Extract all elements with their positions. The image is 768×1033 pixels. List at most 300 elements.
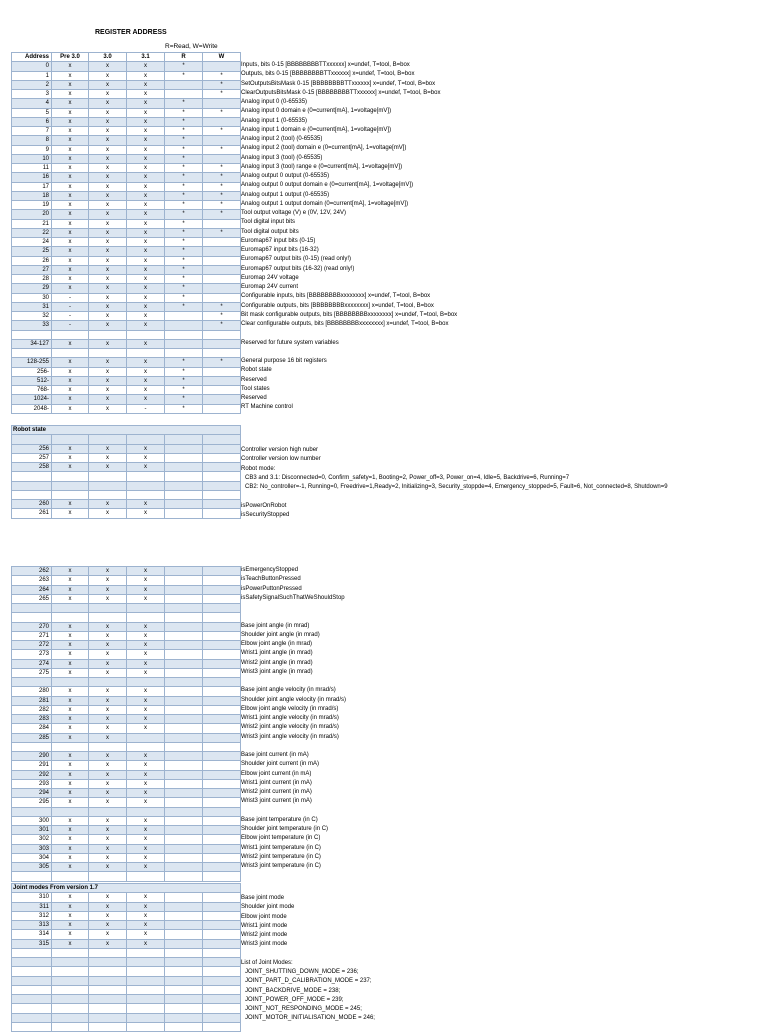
address-cell: 303 [12,844,52,853]
address-cell: 256 [12,444,52,453]
table-cell: x [127,594,165,603]
table-cell: x [52,826,89,835]
table-cell: x [89,164,127,173]
table-row [12,127,241,136]
table-cell: x [127,62,165,71]
table-cell: * [165,238,203,247]
table-cell [165,779,203,788]
table-row [12,902,241,911]
table-cell [203,835,241,844]
address-cell: 272 [12,641,52,650]
address-cell: 26 [12,256,52,265]
table-cell [203,985,241,994]
table-row [12,108,241,117]
address-cell: 25 [12,247,52,256]
table-cell: x [127,376,165,385]
table-cell: * [165,108,203,117]
table-cell [165,770,203,779]
table-cell [165,1013,203,1022]
table-cell: x [52,228,89,237]
table-cell [203,117,241,126]
table-cell [89,481,127,490]
table-row [12,705,241,714]
table-cell [127,976,165,985]
description-line [241,742,761,751]
description-line: Euromap67 input bits (16-32) [241,247,319,253]
address-cell: 32 [12,312,52,321]
table-cell [89,330,127,339]
table-cell [89,613,127,622]
table-cell: * [165,164,203,173]
table-cell [203,724,241,733]
table-cell: x [127,275,165,284]
table-cell: x [89,687,127,696]
table-cell: x [127,789,165,798]
table-cell: x [52,339,89,348]
table-cell: x [89,715,127,724]
table-cell: x [127,939,165,948]
table-cell [203,715,241,724]
table-cell: x [89,302,127,311]
table-cell: x [127,358,165,367]
table-cell [127,948,165,957]
address-cell [12,330,52,339]
description-line: Base joint mode [241,895,285,901]
table-row [12,863,241,872]
table-cell [127,872,165,881]
table-cell: x [127,816,165,825]
table-cell [165,816,203,825]
description-line: Wrist3 joint angle velocity (in mrad/s) [241,733,339,740]
table-cell [203,594,241,603]
table-cell [203,275,241,284]
address-cell: 29 [12,284,52,293]
table-cell [52,985,89,994]
description-line: Controller version high nuber [241,447,319,453]
table-cell [203,948,241,957]
table-cell [89,678,127,687]
table-cell [203,367,241,376]
table-cell: x [52,127,89,136]
description-line: Wrist2 joint angle (in mrad) [241,659,313,666]
table-cell: * [165,219,203,228]
table-row [12,349,241,358]
description-line: Analog input 1 domain e (0=current[mA], 1=voltage[mV]) [241,126,392,133]
address-cell: 282 [12,705,52,714]
table-cell [165,921,203,930]
table-cell: * [203,302,241,311]
table-cell: x [127,284,165,293]
table-row [12,472,241,481]
table-cell [127,742,165,751]
table-cell: x [127,117,165,126]
table-row [12,164,241,173]
table-row [12,256,241,265]
table-cell [165,576,203,585]
table-cell: x [89,99,127,108]
register-table-joint-modes [11,883,241,1032]
table-cell: x [89,733,127,742]
description-line: Euromap 24V current [241,284,299,290]
description-line: Base joint angle (in mrad) [241,622,310,629]
table-cell: * [165,191,203,200]
table-cell: x [127,650,165,659]
table-row [12,1013,241,1022]
table-cell: x [89,62,127,71]
table-cell: x [89,650,127,659]
table-cell: x [127,705,165,714]
table-cell: x [52,145,89,154]
table-cell [203,853,241,862]
address-cell: 24 [12,238,52,247]
table-cell [203,622,241,631]
table-cell: x [89,668,127,677]
table-cell [52,995,89,1004]
table-cell [165,863,203,872]
table-row [12,967,241,976]
address-cell: 256- [12,367,52,376]
table-cell: * [165,210,203,219]
table-row [12,210,241,219]
address-cell [12,613,52,622]
table-cell [203,976,241,985]
table-cell [203,453,241,462]
description-line: Elbow joint current (in mA) [241,770,312,777]
table-cell [165,844,203,853]
table-cell: x [89,284,127,293]
table-row [12,444,241,453]
table-cell: x [52,733,89,742]
table-cell: x [52,779,89,788]
table-cell: x [89,509,127,518]
table-cell: x [89,210,127,219]
table-cell [203,490,241,499]
address-cell [12,472,52,481]
table-cell [203,844,241,853]
table-cell: x [52,835,89,844]
table-cell: x [89,256,127,265]
description-line: Elbow joint mode [241,913,287,920]
table-cell: * [165,127,203,136]
table-cell: x [89,659,127,668]
table-cell: x [127,312,165,321]
table-cell [165,911,203,920]
table-cell [203,789,241,798]
table-cell: x [127,779,165,788]
table-row [12,696,241,705]
description-line: Wrist1 joint mode [241,922,288,929]
description-line: Reserved [241,395,267,401]
description-line: Euromap 24V voltage [241,274,299,281]
table-cell [165,826,203,835]
table-row [12,995,241,1004]
table-cell: x [89,127,127,136]
table-cell [165,976,203,985]
description-line [241,603,761,612]
address-cell [12,1013,52,1022]
table-cell: x [127,80,165,89]
table-cell: x [52,284,89,293]
address-cell [12,490,52,499]
table-cell [203,613,241,622]
table-cell [165,761,203,770]
table-cell [165,594,203,603]
table-cell: x [127,453,165,462]
address-cell: 273 [12,650,52,659]
register-descriptions-robot-state [241,446,761,520]
table-row [12,985,241,994]
table-cell [203,293,241,302]
table-cell [203,641,241,650]
table-cell: x [127,893,165,902]
description-line [241,950,761,959]
table-row [12,404,241,413]
table-cell: x [89,576,127,585]
address-cell: 258 [12,463,52,472]
address-cell: 275 [12,668,52,677]
table-cell [127,330,165,339]
table-cell [203,247,241,256]
table-cell [165,985,203,994]
table-cell: x [127,219,165,228]
description-line: Outputs, bits 0-15 [BBBBBBBBTTxxxxxx] x=undef, T=tool, B=box [241,71,415,78]
table-cell: * [203,80,241,89]
table-cell [127,435,165,444]
table-cell [203,472,241,481]
table-cell: x [89,136,127,145]
table-cell: x [52,911,89,920]
table-cell: * [203,90,241,99]
table-cell: x [127,293,165,302]
table-cell: x [127,911,165,920]
table-cell: * [203,71,241,80]
address-cell: 293 [12,779,52,788]
address-cell: 2048- [12,404,52,413]
table-cell [203,238,241,247]
description-line: Wrist1 joint angle velocity (in mrad/s) [241,715,339,721]
table-cell [127,604,165,613]
table-row [12,136,241,145]
table-cell: x [89,238,127,247]
address-cell: 1 [12,71,52,80]
table-cell [165,835,203,844]
table-cell: x [52,798,89,807]
description-line: Wrist2 joint mode [241,932,288,938]
table-cell: x [89,939,127,948]
table-cell: x [52,893,89,902]
table-cell: x [89,567,127,576]
table-cell: x [89,358,127,367]
table-cell [203,668,241,677]
table-cell [52,1013,89,1022]
table-cell [203,893,241,902]
table-cell: x [52,108,89,117]
description-line: Base joint angle velocity (in mrad/s) [241,687,336,694]
table-row [12,312,241,321]
table-cell: x [52,696,89,705]
address-cell: 27 [12,265,52,274]
table-cell: x [89,247,127,256]
description-line: Robot mode: [241,465,276,472]
table-cell: * [203,173,241,182]
table-cell: x [127,182,165,191]
description-line: Wrist3 joint angle (in mrad) [241,668,313,675]
description-line: Shoulder joint angle (in mrad) [241,631,320,638]
address-cell: 291 [12,761,52,770]
description-line: JOINT_NOT_RESPONDING_MODE = 245; [245,1006,362,1012]
table-cell [203,376,241,385]
table-row [12,976,241,985]
table-cell: * [165,275,203,284]
table-cell [203,567,241,576]
table-cell: * [203,321,241,330]
table-cell [89,1013,127,1022]
description-line: JOINT_PART_D_CALIBRATION_MODE = 237; [245,978,372,985]
address-cell [12,349,52,358]
table-cell [165,742,203,751]
table-cell [89,1004,127,1013]
table-cell: - [52,312,89,321]
address-cell: 5 [12,108,52,117]
table-cell [203,395,241,404]
register-table-main [11,52,241,414]
table-cell [165,604,203,613]
table-cell [89,742,127,751]
table-cell: * [165,173,203,182]
table-cell: x [127,631,165,640]
table-cell [52,330,89,339]
table-cell [52,967,89,976]
table-cell: x [127,500,165,509]
address-cell: 7 [12,127,52,136]
table-cell: x [127,715,165,724]
address-cell: 512- [12,376,52,385]
table-row [12,687,241,696]
table-cell: x [52,668,89,677]
address-cell: 264 [12,585,52,594]
table-cell [52,948,89,957]
address-cell: 304 [12,853,52,862]
table-cell [165,631,203,640]
table-row [12,145,241,154]
table-cell: x [89,631,127,640]
table-cell: x [89,265,127,274]
description-line: JOINT_MOTOR_INITIALISATION_MODE = 246; [245,1015,375,1022]
table-cell: x [89,312,127,321]
address-cell [12,995,52,1004]
table-cell: x [89,90,127,99]
table-cell: x [127,71,165,80]
table-cell: x [52,404,89,413]
table-cell [89,967,127,976]
address-cell: 270 [12,622,52,631]
description-line [241,612,761,621]
table-cell [203,585,241,594]
table-cell: * [165,71,203,80]
address-cell: 265 [12,594,52,603]
table-cell [203,930,241,939]
table-row [12,948,241,957]
table-row [12,201,241,210]
description-line: Analog output 0 output (0-65535) [241,173,330,179]
table-cell [203,1004,241,1013]
description-line: Configurable inputs, bits [BBBBBBBBxxxxxxxx] x=undef, T=tool, B=box [241,293,431,300]
table-row [12,872,241,881]
section-title: Joint modes From version 1.7 [12,884,241,893]
table-cell [203,349,241,358]
table-cell [203,500,241,509]
table-row [12,99,241,108]
table-cell [127,733,165,742]
table-cell: x [127,228,165,237]
table-cell: x [52,687,89,696]
description-line: JOINT_BACKDRIVE_MODE = 238; [245,987,341,994]
table-cell: * [165,284,203,293]
table-cell [203,902,241,911]
table-cell: x [52,770,89,779]
table-cell: * [203,108,241,117]
description-line: Wrist3 joint current (in mA) [241,798,312,805]
table-cell: x [127,826,165,835]
table-cell [203,863,241,872]
table-cell: * [165,302,203,311]
table-cell [165,967,203,976]
table-cell: x [52,71,89,80]
table-cell [165,853,203,862]
description-line [241,492,761,501]
table-cell: x [52,761,89,770]
table-cell: x [52,256,89,265]
table-cell: x [89,911,127,920]
table-cell [127,613,165,622]
table-cell: x [127,930,165,939]
table-cell [203,678,241,687]
table-row [12,275,241,284]
table-cell: * [203,191,241,200]
table-cell [165,930,203,939]
table-cell: * [165,367,203,376]
table-row [12,1004,241,1013]
table-row [12,659,241,668]
table-cell: * [165,358,203,367]
description-line: Analog input 3 (tool) range e (0=current[mA], 1=voltage[mV]) [241,163,403,170]
table-cell: x [52,99,89,108]
address-cell [12,678,52,687]
table-cell: x [127,238,165,247]
description-line: JOINT_SHUTTING_DOWN_MODE = 236; [245,969,359,975]
table-cell [203,761,241,770]
address-cell: 295 [12,798,52,807]
table-cell [89,490,127,499]
table-cell: * [165,247,203,256]
table-cell: x [89,724,127,733]
table-cell: x [89,219,127,228]
description-line: Configurable outputs, bits [BBBBBBBBxxxxxxxx] x=undef, T=tool, B=box [241,302,434,309]
table-cell: x [89,339,127,348]
address-cell: 311 [12,902,52,911]
table-cell: x [89,463,127,472]
table-cell [203,798,241,807]
table-cell [165,807,203,816]
description-line: Shoulder joint temperature (in C) [241,826,329,832]
table-cell: x [127,302,165,311]
table-cell: x [89,585,127,594]
table-cell: x [127,622,165,631]
description-line: ClearOutputsBitsMask 0-15 [BBBBBBBBTTxxxxxx] x=undef, T=tool, B=box [241,89,441,96]
table-cell: * [203,210,241,219]
table-cell [165,659,203,668]
address-cell [12,958,52,967]
